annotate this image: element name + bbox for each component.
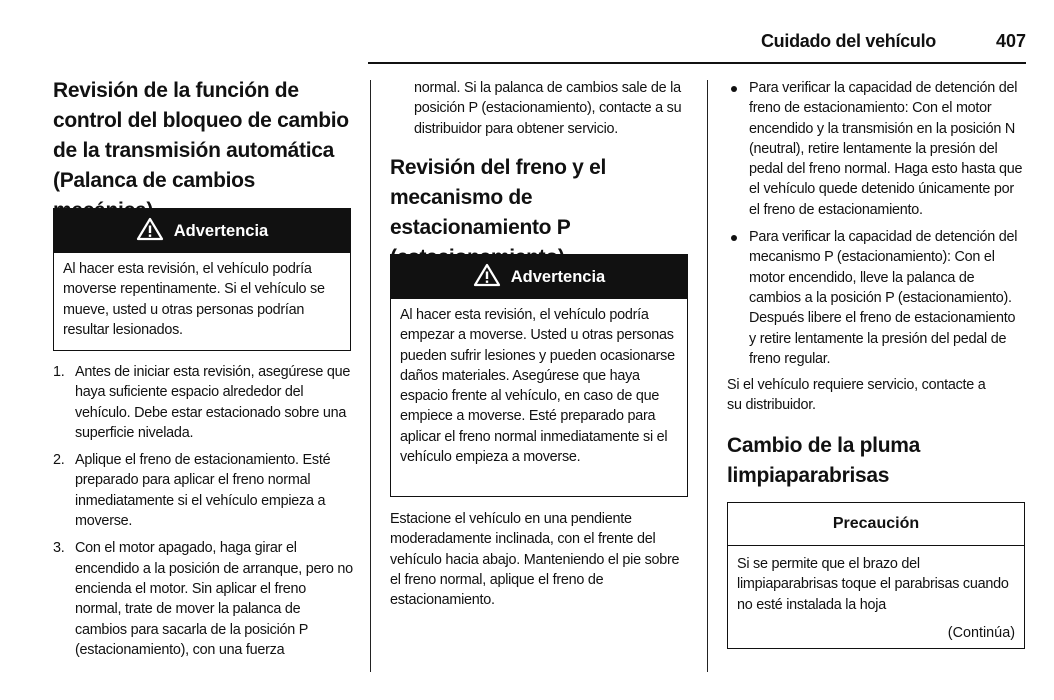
- bullet-icon: [731, 86, 737, 92]
- heading-wiper-blade: Cambio de la pluma limpiaparabrisas: [727, 434, 920, 487]
- warning-body: [391, 299, 687, 475]
- list-item: [53, 450, 353, 531]
- header-rule: [368, 62, 1026, 64]
- heading-parking-brake-check: Revisión del freno y el mecanismo de estacionamiento P: [390, 156, 606, 239]
- list-item: [727, 227, 1025, 369]
- step-text: Antes de iniciar esta revisión, asegúrese que haya suficiente espacio alrededor del vehículo. Debe estar estacionado sobre una superficie nivelada.: [75, 364, 351, 441]
- section-title: Cuidado del vehículo: [760, 31, 936, 51]
- caution-title: Precaución: [728, 503, 1024, 546]
- bullet-text: Para verificar la capacidad de detención del mecanismo P (estacionamiento): Con el motor encendido, lleve la palanca de cambios a la posición P (estacionamiento). Después libere el freno de estacionamiento y retire lentamente la presión del pedal de freno regular.: [749, 229, 1018, 367]
- warning-header: [391, 255, 687, 299]
- page-number: 407: [995, 31, 1026, 51]
- bullet-list: [727, 78, 1025, 376]
- warning-triangle-icon: [136, 217, 164, 246]
- warning-box: [53, 208, 351, 351]
- caution-box: [727, 502, 1025, 649]
- continuation-text: normal. Si la palanca de cambios sale de la posición P (estacionamiento), contacte a su distribuidor para obtener servicio.: [414, 80, 682, 137]
- list-item: [53, 538, 353, 660]
- heading-shift-lock-check: Revisión de la función de control del bloqueo de cambio de la transmisión automática (Palanca de cambios: [53, 79, 349, 192]
- warning-header: [54, 209, 350, 253]
- caution-text: Si se permite que el brazo del limpiaparabrisas toque el parabrisas cuando no esté instalada la hoja: [737, 556, 1009, 613]
- warning-title: Advertencia: [510, 267, 606, 286]
- warning-text: Al hacer esta revisión, el vehículo podría empezar a moverse. Usted u otras personas pueden sufrir lesiones y pueden ocasionarse daños materiales. Asegúrese que haya espacio frente al vehículo, en caso de que empiece a moverse. Esté preparado para aplicar el freno normal inmediatamente si el vehículo empieza a moverse.: [400, 307, 675, 466]
- warning-triangle-icon: [473, 263, 501, 292]
- warning-title: Advertencia: [173, 221, 269, 240]
- column-divider-right: [707, 80, 708, 672]
- continued-label: (Continúa): [947, 624, 1015, 641]
- step-text: Aplique el freno de estacionamiento. Esté preparado para aplicar el freno normal inmediatamente si el vehículo empieza a moverse.: [75, 452, 331, 530]
- step-number: 2.: [53, 452, 65, 469]
- list-item: [53, 362, 353, 443]
- steps-list: [53, 362, 353, 667]
- warning-body: [54, 253, 350, 348]
- step-number: 1.: [53, 364, 65, 380]
- service-note: Si el vehículo requiere servicio, contacte a su distribuidor.: [727, 377, 986, 414]
- bullet-text: Para verificar la capacidad de detención del freno de estacionamiento: Con el motor encendido y la transmisión en la posición N (neutral), retire lentamente la presión del pedal del freno normal. Haga esto hasta que el vehículo quede detenido únicamente por el freno de estacionamiento.: [749, 80, 1023, 218]
- step-text: Con el motor apagado, haga girar el encendido a la posición de arranque, pero no encienda el motor. Sin aplicar el freno normal, trate de mover la palanca de cambios para sacarla de la posición P (estacionamiento), con una fuerza: [75, 540, 353, 658]
- caution-body: [728, 546, 1024, 649]
- list-item: [727, 78, 1025, 220]
- instruction-paragraph: Estacione el vehículo en una pendiente moderadamente inclinada, con el frente del vehículo hacia abajo. Manteniendo el pie sobre el freno normal, aplique el freno de estacionamiento.: [390, 511, 680, 609]
- warning-box: [390, 254, 688, 497]
- column-divider-left: [370, 80, 371, 672]
- step-number: 3.: [53, 540, 65, 557]
- bullet-icon: [731, 235, 737, 241]
- warning-text: Al hacer esta revisión, el vehículo podría moverse repentinamente. Si el vehículo se mueve, usted u otras personas podrían resultar lesionados.: [63, 261, 325, 338]
